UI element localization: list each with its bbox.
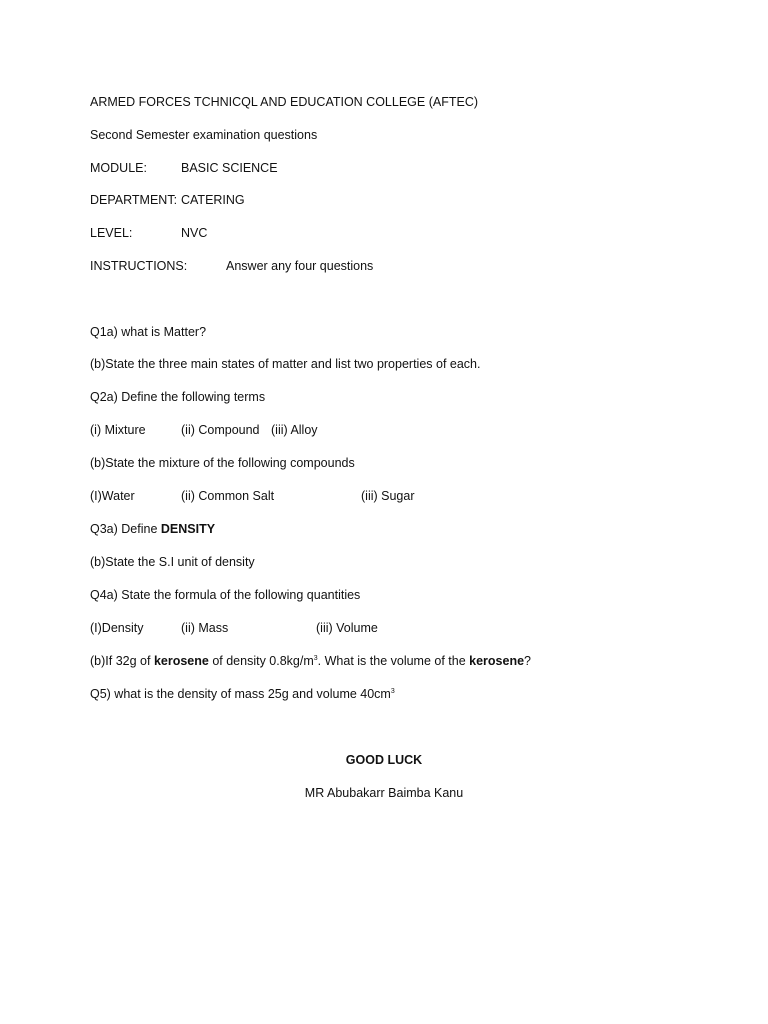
level-label: LEVEL:: [90, 226, 133, 240]
q2a-item-alloy: (iii) Alloy: [271, 423, 318, 437]
question-1a: Q1a) what is Matter?: [90, 325, 207, 339]
q3a-text: Q3a) Define: [90, 522, 161, 536]
question-2a: Q2a) Define the following terms: [90, 390, 266, 404]
q2b-item-sugar: (iii) Sugar: [361, 489, 415, 503]
question-3b: (b)State the S.I unit of density: [90, 555, 255, 569]
q2a-item-mixture: (i) Mixture: [90, 423, 146, 437]
department-label: DEPARTMENT:: [90, 193, 178, 207]
q4b-part2: of density 0.8kg/m: [208, 654, 314, 668]
question-2b: (b)State the mixture of the following compounds: [90, 456, 355, 470]
instructions-value: Answer any four questions: [226, 259, 374, 273]
question-1b: (b)State the three main states of matter and list two properties of each.: [90, 357, 481, 371]
question-5: [90, 686, 395, 702]
question-4a: Q4a) State the formula of the following quantities: [90, 588, 361, 602]
instructions-label: INSTRUCTIONS:: [90, 259, 188, 273]
department-value: CATERING: [181, 193, 245, 207]
question-4b: [90, 653, 531, 669]
q4a-item-volume: (iii) Volume: [316, 621, 378, 635]
q2b-item-salt: (ii) Common Salt: [181, 489, 275, 503]
good-luck: GOOD LUCK: [345, 753, 423, 767]
q4b-part3: . What is the volume of the: [317, 654, 470, 668]
q4b-kerosene-2: kerosene: [469, 654, 525, 668]
q4a-item-mass: (ii) Mass: [181, 621, 229, 635]
q4b-part1: (b)If 32g of: [90, 654, 154, 668]
q3a-density-term: DENSITY: [160, 522, 216, 536]
module-label: MODULE:: [90, 161, 147, 175]
q4a-item-density: (I)Density: [90, 621, 144, 635]
q5-text: Q5) what is the density of mass 25g and volume 40cm: [90, 687, 391, 701]
q4b-superscript: 3: [313, 655, 318, 662]
author-name: MR Abubakarr Baimba Kanu: [304, 786, 464, 800]
exam-title: Second Semester examination questions: [90, 128, 318, 142]
q2b-item-water: (I)Water: [90, 489, 135, 503]
module-value: BASIC SCIENCE: [181, 161, 278, 175]
q2a-item-compound: (ii) Compound: [181, 423, 260, 437]
college-name: ARMED FORCES TCHNICQL AND EDUCATION COLLEGE (AFTEC): [90, 95, 479, 109]
level-value: NVC: [181, 226, 208, 240]
question-3a: [90, 521, 215, 537]
q5-superscript: 3: [390, 688, 395, 695]
q4b-part4: ?: [524, 654, 531, 668]
q4b-kerosene-1: kerosene: [153, 654, 209, 668]
